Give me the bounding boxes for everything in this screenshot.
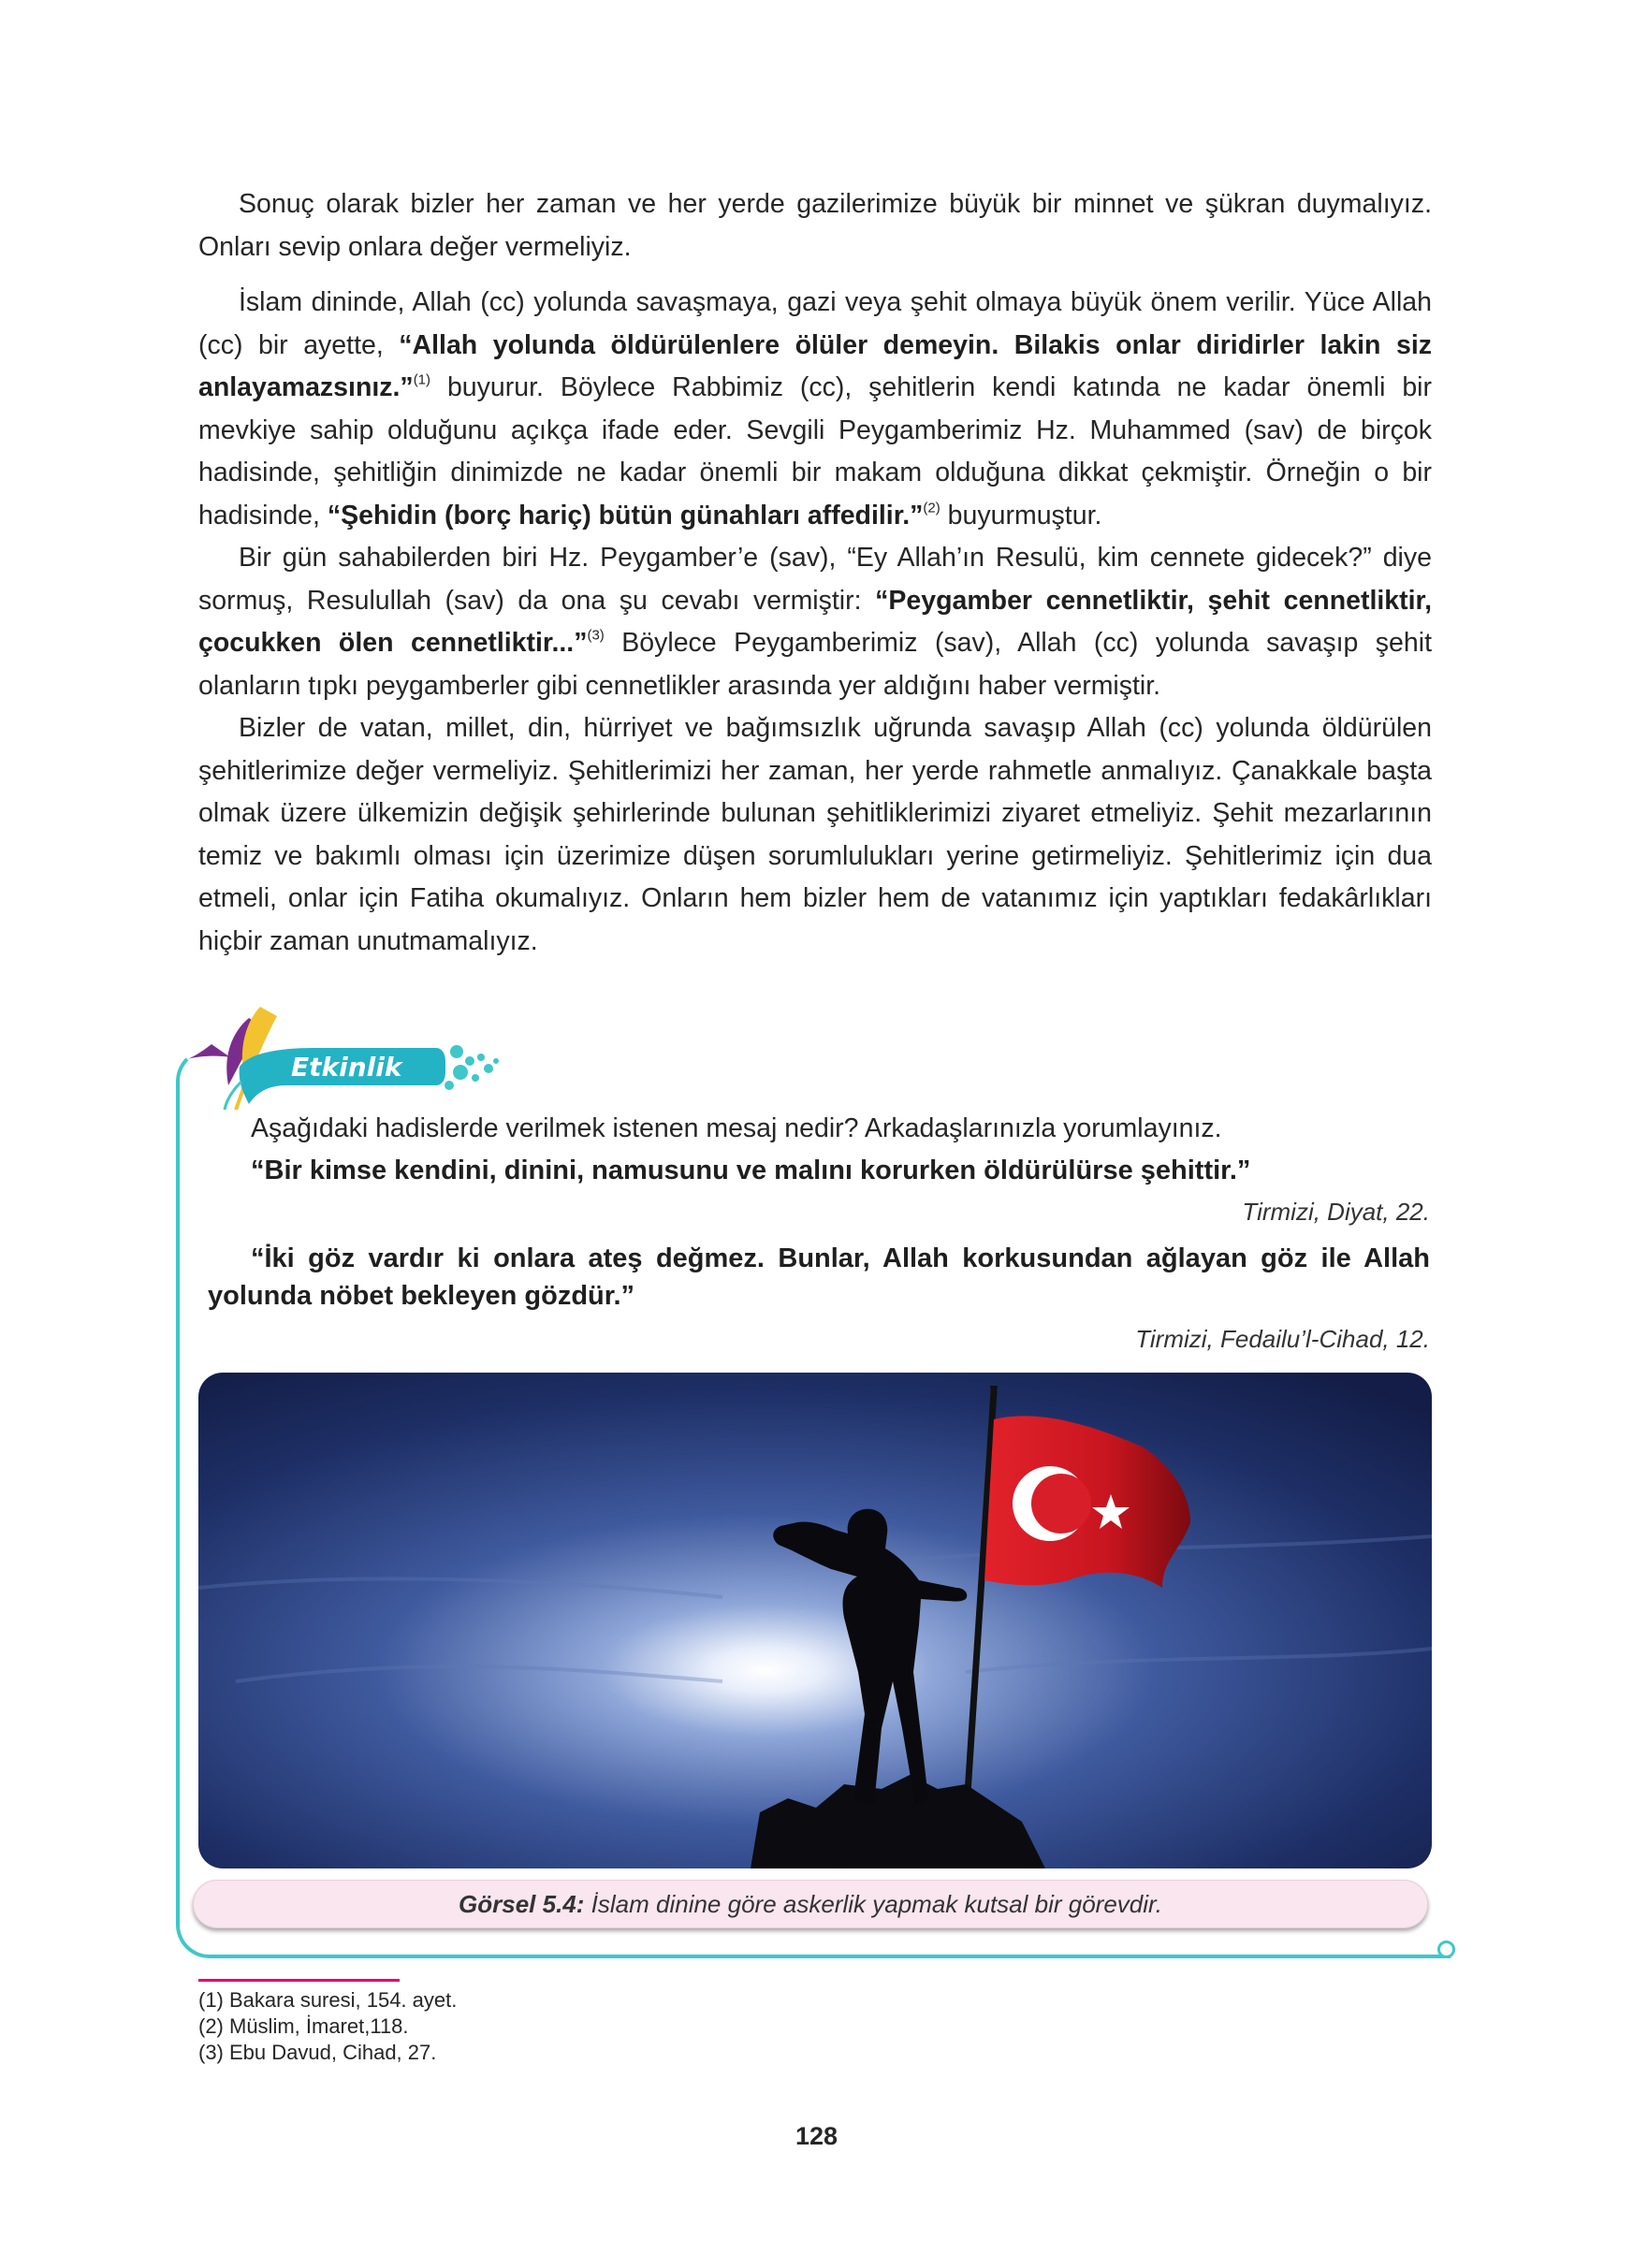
footnotes <box>198 1987 457 2066</box>
activity-label: Etkinlik <box>291 1052 402 1083</box>
hadith-quote: “Şehidin (borç hariç) bütün günahları affedilir.” <box>327 500 924 531</box>
hadith-1-source: Tirmizi, Diyat, 22. <box>1242 1198 1430 1226</box>
footnote-1: (1) Bakara suresi, 154. ayet. <box>198 1988 458 2012</box>
hadith-1: “Bir kimse kendini, dinini, namusunu ve malını korurken öldürülürse şehittir.” <box>251 1156 1251 1185</box>
paragraph-2: İslam dininde, Allah (cc) yolunda savaşmaya, gazi veya şehit olmaya büyük önem verilir. Yüce Allah (cc) bir ayette, “Allah yolunda öldürülenlere ölüler demeyin. Bilakis onlar diridirler lakin siz anlayamazsınız.”$^{(1)}$ buyurur. Böylece Rabbimiz (cc), şehitlerin kendi katında ne kadar önemli bir mevkiye sahip olduğunu açıkça ifade eder. Sevgili Peygamberimiz Hz. Muhammed (sav) de birçok hadisinde, şehitliğin dinimizde ne kadar önemli bir makam olduğuna dikkat çekmiştir. Örneğin o bir hadisinde, “Şehidin (borç hariç) bütün günahları affedilir.”$^{(2)}$ buyurmuştur. <box>198 287 1432 531</box>
frame-end-dot <box>1437 1941 1455 1958</box>
footnote-3: (3) Ebu Davud, Cihad, 27. <box>198 2041 437 2064</box>
soldier-flag-photo <box>198 1373 1432 1868</box>
footnote-ref-3: (3) <box>587 627 605 644</box>
paragraph-1: Sonuç olarak bizler her zaman ve her yerde gazilerimize büyük bir minnet ve şükran duymalıyız. Onları sevip onlara değer vermeliyiz. <box>198 189 1432 262</box>
hadith-2: “İki göz vardır ki onlara ateş değmez. Bunlar, Allah korkusundan ağlayan göz ile Allah yolunda nöbet bekleyen gözdür.” <box>208 1243 1430 1311</box>
activity-question: Aşağıdaki hadislerde verilmek istenen mesaj nedir? Arkadaşlarınızla yorumlayınız. <box>251 1113 1222 1143</box>
footnote-ref-1: (1) <box>413 371 431 388</box>
footnote-ref-2: (2) <box>923 499 940 516</box>
paragraph-4: Bizler de vatan, millet, din, hürriyet ve bağımsızlık uğrunda savaşıp Allah (cc) yolunda öldürülen şehitlerimize değer vermeliyiz. Şehitlerimizi her zaman, her yerde rahmetle anmalıyız. Çanakkale başta olmak üzere ülkemizin değişik şehirlerinde bulunan şehitliklerimizi ziyaret etmeliyiz. Şehit mezarlarının temiz ve bakımlı olması için üzerimize düşen sorumlulukları yerine getirmeliyiz. Şehitlerimiz için dua etmeli, onlar için Fatiha okumalıyız. Onların hem bizler hem de vatanımız için yaptıkları fedakârlıkları hiçbir zaman unutmamalıyız. <box>198 713 1432 956</box>
verse-quote: “Allah yolunda öldürülenlere ölüler demeyin. Bilakis onlar diridirler lakin siz anlayamazsınız.” <box>198 329 1432 402</box>
page-number: 128 <box>795 2122 838 2150</box>
footnote-2: (2) Müslim, İmaret,118. <box>198 2014 409 2038</box>
paragraph-3: Bir gün sahabilerden biri Hz. Peygamber’e (sav), “Ey Allah’ın Resulü, kim cennete gidecek?” diye sormuş, Resulullah (sav) da ona şu cevabı vermiştir: “Peygamber cennetliktir, şehit cennetliktir, çocukken ölen cennetliktir...”$^{(3)}$ Böylece Peygamberimiz (sav), Allah (cc) yolunda savaşıp şehit olanların tıpkı peygamberler gibi cennetlikler arasında yer aldığını haber vermiştir. <box>198 543 1432 701</box>
activity-logo <box>183 999 502 1121</box>
hadith-2-source: Tirmizi, Fedailu’l-Cihad, 12. <box>1135 1325 1430 1353</box>
hadith-quote-2: “Peygamber cennetliktir, şehit cennetliktir, çocukken ölen cennetliktir...” <box>198 585 1432 658</box>
footnote-rule <box>198 1979 400 1982</box>
photo-caption: Görsel 5.4: İslam dinine göre askerlik yapmak kutsal bir görevdir. <box>193 1880 1428 1928</box>
